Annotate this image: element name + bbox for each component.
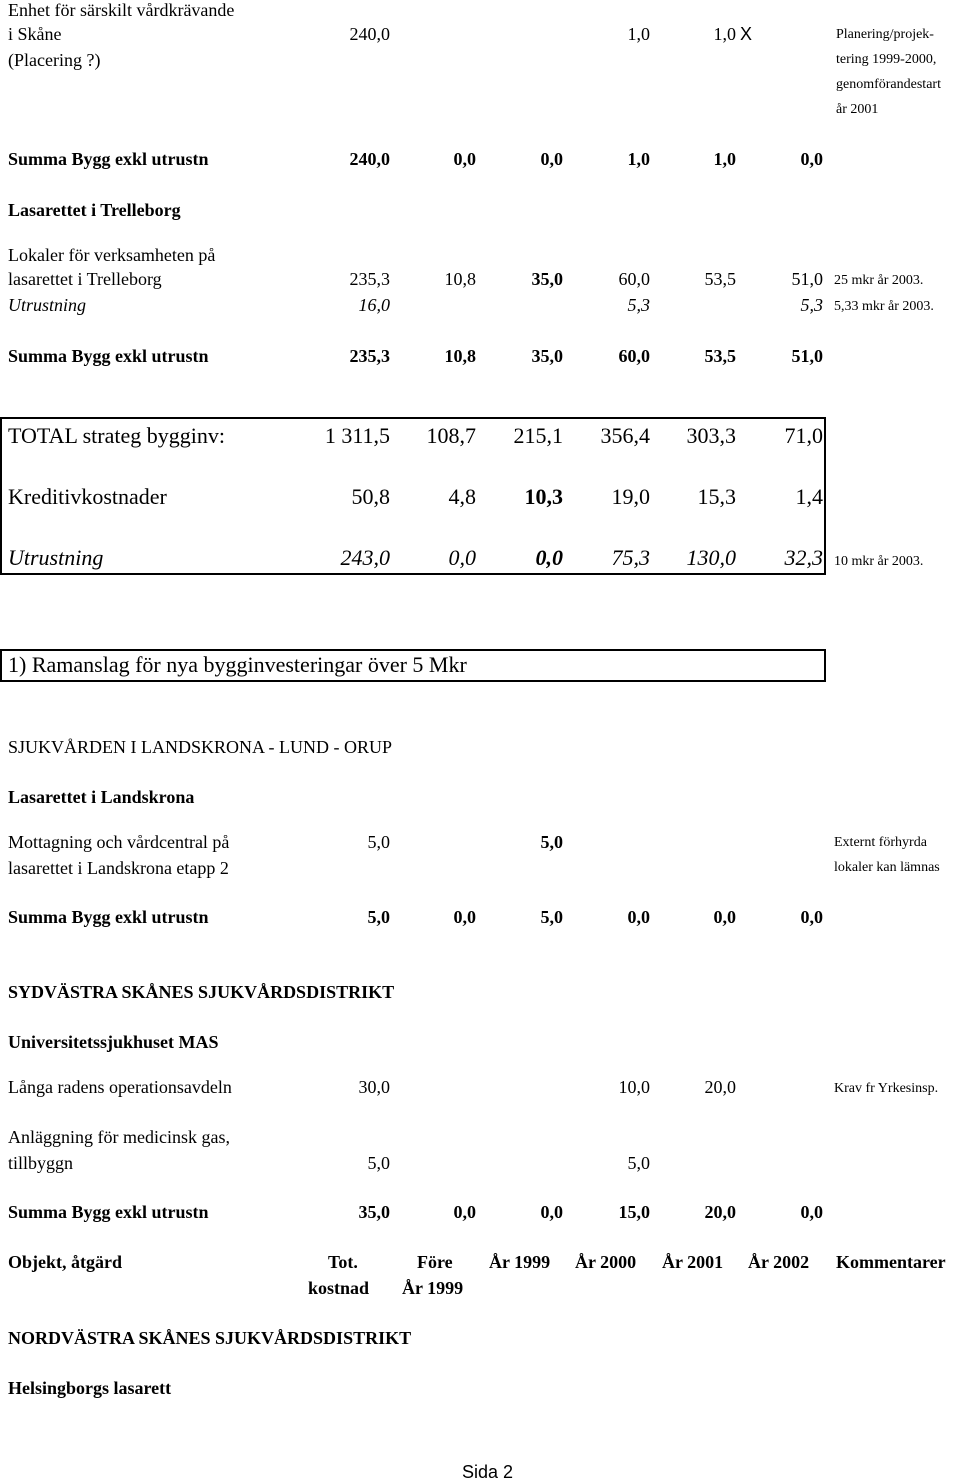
sum-value-2001: 1,0: [713, 149, 736, 169]
item2-2000: 5,0: [627, 1153, 650, 1173]
col-header-comment: Kommentarer: [836, 1252, 946, 1272]
utrustning-comment: 5,33 mkr år 2003.: [834, 299, 934, 314]
total-value-tot: 1 311,5: [324, 423, 390, 448]
sum-value-2001: 20,0: [704, 1202, 736, 1222]
sum-value-tot: 35,0: [358, 1202, 390, 1222]
ramanslag-note: 1) Ramanslag för nya bygginvesteringar över 5 Mkr: [8, 652, 467, 677]
sum-value-fore: 0,0: [453, 1202, 476, 1222]
object-name-line2: i Skåne: [8, 24, 62, 44]
comment-line2: tering 1999-2000,: [836, 52, 937, 67]
comment-line1: Planering/projek-: [836, 27, 934, 42]
item-line2: lasarettet i Landskrona etapp 2: [8, 858, 229, 878]
item-line1: Lokaler för verksamheten på: [8, 245, 216, 265]
value-2001: 53,5: [704, 269, 736, 289]
comment-line4: år 2001: [836, 102, 879, 117]
sum-value-tot: 235,3: [349, 346, 390, 366]
total-label: TOTAL strateg bygginv:: [8, 423, 225, 448]
col-header-1999: År 1999: [489, 1252, 551, 1272]
comment-line2: lokaler kan lämnas: [834, 860, 940, 875]
item1-2000: 10,0: [618, 1077, 650, 1097]
district-heading: SYDVÄSTRA SKÅNES SJUKVÅRDSDISTRIKT: [8, 982, 395, 1002]
value-2000: 60,0: [618, 269, 650, 289]
sum-value-2001: 53,5: [704, 346, 736, 366]
value-tot: 240,0: [349, 24, 390, 44]
col-header-2001: År 2001: [662, 1252, 724, 1272]
sum-value-1999: 0,0: [540, 149, 563, 169]
sum-value-1999: 5,0: [540, 907, 563, 927]
sum-value-2002: 0,0: [800, 149, 823, 169]
sum-value-fore: 10,8: [444, 346, 476, 366]
col-header-fore-line1: Före: [417, 1252, 453, 1272]
utrustning-total-label: Utrustning: [8, 545, 104, 570]
utrustning-total-tot: 243,0: [340, 545, 390, 570]
district-heading: SJUKVÅRDEN I LANDSKRONA - LUND - ORUP: [8, 737, 393, 757]
value-1999: 5,0: [540, 832, 563, 852]
kredit-value-2000: 19,0: [611, 484, 650, 509]
district-heading: NORDVÄSTRA SKÅNES SJUKVÅRDSDISTRIKT: [8, 1328, 412, 1348]
section-heading: Lasarettet i Trelleborg: [8, 200, 181, 220]
value-2002: 51,0: [791, 269, 823, 289]
kredit-value-tot: 50,8: [351, 484, 390, 509]
value-2001: 1,0: [713, 24, 736, 44]
sum-value-2000: 60,0: [618, 346, 650, 366]
sum-value-fore: 0,0: [453, 907, 476, 927]
section-heading: Lasarettet i Landskrona: [8, 787, 195, 807]
value-fore: 10,8: [444, 269, 476, 289]
item1-label: Långa radens operationsavdeln: [8, 1077, 232, 1097]
value-tot: 235,3: [349, 269, 390, 289]
x-mark: X: [740, 24, 753, 44]
utrustning-total-2001: 130,0: [686, 545, 736, 570]
item2-line1: Anläggning för medicinsk gas,: [8, 1127, 230, 1147]
sum-label: Summa Bygg exkl utrustn: [8, 346, 209, 366]
utrustning-2000: 5,3: [627, 295, 650, 315]
object-name-line1: Enhet för särskilt vårdkrävande: [8, 0, 235, 20]
section-heading: Universitetssjukhuset MAS: [8, 1032, 219, 1052]
item2-tot: 5,0: [367, 1153, 390, 1173]
value-tot: 5,0: [367, 832, 390, 852]
total-value-1999: 215,1: [513, 423, 563, 448]
sum-value-2000: 15,0: [618, 1202, 650, 1222]
item1-tot: 30,0: [358, 1077, 390, 1097]
sum-value-2002: 0,0: [800, 1202, 823, 1222]
sum-label: Summa Bygg exkl utrustn: [8, 149, 209, 169]
sum-value-fore: 0,0: [453, 149, 476, 169]
kredit-value-2002: 1,4: [795, 484, 823, 509]
utrustning-total-comment: 10 mkr år 2003.: [834, 554, 924, 569]
sum-label: Summa Bygg exkl utrustn: [8, 907, 209, 927]
sum-value-2002: 0,0: [800, 907, 823, 927]
comment-line1: Externt förhyrda: [834, 835, 927, 850]
sum-value-tot: 240,0: [349, 149, 390, 169]
total-value-2000: 356,4: [600, 423, 650, 448]
kredit-value-fore: 4,8: [448, 484, 476, 509]
value-2000: 1,0: [627, 24, 650, 44]
col-header-object: Objekt, åtgärd: [8, 1252, 122, 1272]
utrustning-label: Utrustning: [8, 295, 87, 315]
item2-line2: tillbyggn: [8, 1153, 74, 1173]
col-header-2000: År 2000: [575, 1252, 637, 1272]
sum-value-2000: 1,0: [627, 149, 650, 169]
utrustning-total-fore: 0,0: [448, 545, 476, 570]
utrustning-tot: 16,0: [358, 295, 390, 315]
sum-label: Summa Bygg exkl utrustn: [8, 1202, 209, 1222]
utrustning-2002: 5,3: [800, 295, 823, 315]
sum-value-2001: 0,0: [713, 907, 736, 927]
kredit-value-1999: 10,3: [524, 484, 563, 509]
value-1999: 35,0: [531, 269, 563, 289]
section-heading: Helsingborgs lasarett: [8, 1378, 172, 1398]
object-name-line3: (Placering ?): [8, 50, 101, 70]
utrustning-total-2002: 32,3: [784, 545, 823, 570]
sum-value-1999: 0,0: [540, 1202, 563, 1222]
utrustning-total-1999: 0,0: [535, 545, 563, 570]
page-number: Sida 2: [462, 1462, 514, 1482]
col-header-fore-line2: År 1999: [402, 1278, 464, 1298]
utrustning-total-2000: 75,3: [611, 545, 650, 570]
item-line1: Mottagning och vårdcentral på: [8, 832, 230, 852]
sum-value-2000: 0,0: [627, 907, 650, 927]
sum-value-1999: 35,0: [531, 346, 563, 366]
kredit-value-2001: 15,3: [697, 484, 736, 509]
kredit-label: Kreditivkostnader: [8, 484, 167, 509]
item-line2: lasarettet i Trelleborg: [8, 269, 162, 289]
col-header-2002: År 2002: [748, 1252, 810, 1272]
sum-value-2002: 51,0: [791, 346, 823, 366]
total-value-fore: 108,7: [426, 423, 476, 448]
total-value-2002: 71,0: [784, 423, 823, 448]
total-value-2001: 303,3: [686, 423, 736, 448]
col-header-tot-line1: Tot.: [328, 1252, 358, 1272]
item1-2001: 20,0: [704, 1077, 736, 1097]
col-header-tot-line2: kostnad: [308, 1278, 370, 1298]
comment-line3: genomförandestart: [836, 77, 941, 92]
sum-value-tot: 5,0: [367, 907, 390, 927]
comment: 25 mkr år 2003.: [834, 273, 924, 288]
item1-comment: Krav fr Yrkesinsp.: [834, 1081, 939, 1096]
